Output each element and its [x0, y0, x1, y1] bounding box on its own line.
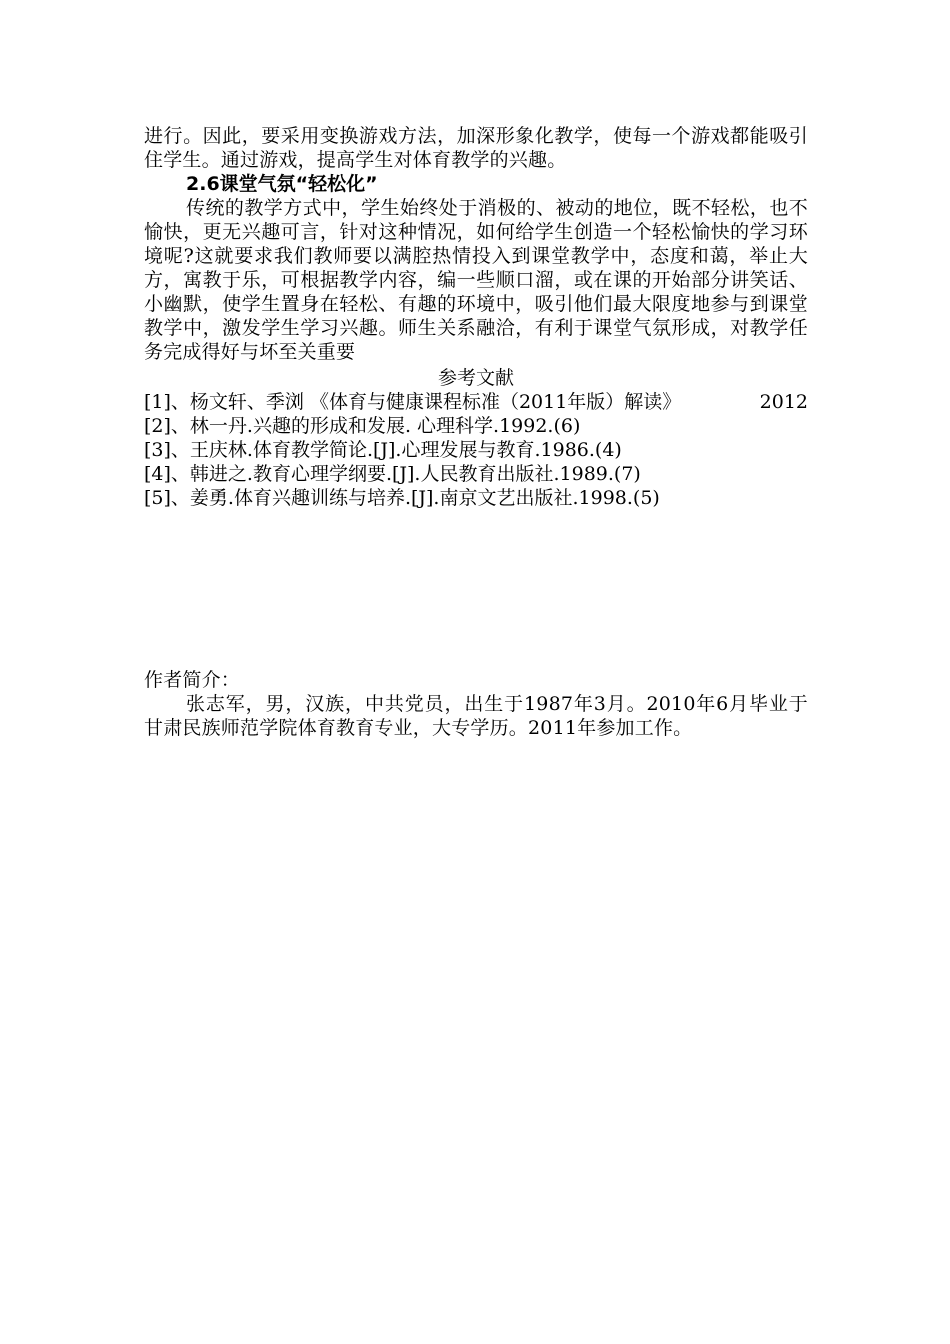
document-page [144, 124, 808, 740]
author-section [144, 668, 808, 740]
references-list [144, 390, 808, 510]
section-heading: 2.6课堂气氛“轻松化” [186, 173, 378, 195]
reference-item-3: [3]、王庆林.体育教学简论.[J].心理发展与教育.1986.(4) [144, 439, 622, 461]
reference-item-5: [5]、姜勇.体育兴趣训练与培养.[J].南京文艺出版社.1998.(5) [144, 487, 660, 509]
author-label: 作者简介： [144, 669, 241, 691]
body-paragraph-1: 进行。因此，要采用变换游戏方法，加深形象化教学，使每一个游戏都能吸引住学生。通过游戏，提高学生对体育教学的兴趣。 [144, 125, 808, 171]
reference-item-1-year: 2012 [759, 391, 808, 413]
reference-item-1 [144, 390, 808, 414]
body-paragraph-2: 传统的教学方式中，学生始终处于消极的、被动的地位，既不轻松，也不愉快，更无兴趣可言，针对这种情况，如何给学生创造一个轻松愉快的学习环境呢?这就要求我们教师要以满腔热情投入到课堂教学中，态度和蔼，举止大方，寓教于乐，可根据教学内容，编一些顺口溜，或在课的开始部分讲笑话、小幽默，使学生置身在轻松、有趣的环境中，吸引他们最大限度地参与到课堂教学中，激发学生学习兴趣。师生关系融洽，有利于课堂气氛形成，对教学任务完成得好与坏至关重要 [144, 197, 808, 363]
reference-item-2: [2]、林一丹.兴趣的形成和发展. 心理科学.1992.(6) [144, 415, 581, 437]
author-bio: 张志军，男，汉族，中共党员，出生于1987年3月。2010年6月毕业于甘肃民族师范学院体育教育专业，大专学历。2011年参加工作。 [144, 693, 808, 739]
references-title: 参考文献 [437, 367, 514, 389]
reference-item-1-text: [1]、杨文轩、季浏 《体育与健康课程标准（2011年版）解读》 [144, 391, 682, 413]
reference-item-4: [4]、韩进之.教育心理学纲要.[J].人民教育出版社.1989.(7) [144, 463, 641, 485]
